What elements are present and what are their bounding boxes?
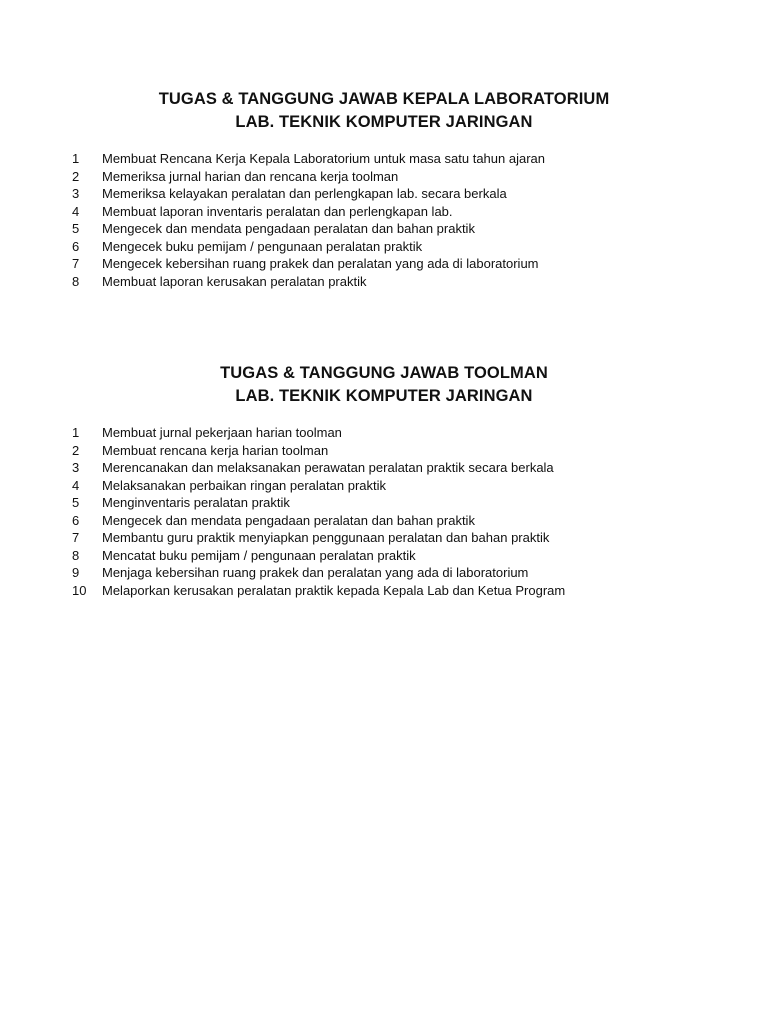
list-item [0,547,768,565]
item-text: Membuat laporan kerusakan peralatan praktik [102,273,367,289]
list-item [0,582,768,600]
item-number: 10 [72,582,87,598]
item-text: Mengecek dan mendata pengadaan peralatan dan bahan praktik [102,221,475,236]
list-item [0,150,768,168]
item-text: Membuat jurnal pekerjaan harian toolman [102,425,342,440]
item-text: Menjaga kebersihan ruang prakek dan peralatan yang ada di laboratorium [102,565,529,580]
list-item [0,564,768,582]
item-number: 7 [72,256,80,271]
list-item [0,529,768,547]
item-text: Membuat laporan inventaris peralatan dan perlengkapan lab. [102,203,453,219]
item-number: 9 [72,565,80,580]
item-number: 3 [72,186,80,201]
list-item [0,203,768,221]
item-number: 6 [72,512,80,528]
item-number: 4 [72,203,80,219]
list-item [0,255,768,273]
item-text: Mengecek dan mendata pengadaan peralatan dan bahan praktik [102,512,475,528]
list-item [0,273,768,291]
item-number: 3 [72,460,80,475]
item-text: Mencatat buku pemijam / pengunaan peralatan praktik [102,547,416,563]
item-text: Membantu guru praktik menyiapkan penggunaan peralatan dan bahan praktik [102,530,550,545]
item-text: Memeriksa kelayakan peralatan dan perlengkapan lab. secara berkala [102,186,507,201]
list-item [0,424,768,442]
item-number: 8 [72,273,80,289]
list-item [0,238,768,256]
list-item [0,512,768,530]
item-text: Membuat rencana kerja harian toolman [102,442,329,458]
item-number: 1 [72,151,80,166]
duty-list [0,424,768,599]
item-text: Menginventaris peralatan praktik [102,495,290,510]
list-item [0,494,768,512]
item-text: Memeriksa jurnal harian dan rencana kerja toolman [102,168,399,184]
item-text: Melaksanakan perbaikan ringan peralatan praktik [102,477,387,493]
list-item [0,442,768,460]
duty-list [0,150,768,290]
item-number: 5 [72,221,80,236]
list-item [0,220,768,238]
item-text: Membuat Rencana Kerja Kepala Laboratorium untuk masa satu tahun ajaran [102,151,545,166]
toolman-section [0,362,768,599]
item-number: 2 [72,168,80,184]
section-title-line2: LAB. TEKNIK KOMPUTER JARINGAN [235,387,533,405]
list-item [0,168,768,186]
item-text: Melaporkan kerusakan peralatan praktik kepada Kepala Lab dan Ketua Program [102,582,566,598]
item-number: 2 [72,442,80,458]
item-text: Mengecek kebersihan ruang prakek dan peralatan yang ada di laboratorium [102,256,539,271]
section-title-line2: LAB. TEKNIK KOMPUTER JARINGAN [235,113,533,131]
section-title-line1: TUGAS & TANGGUNG JAWAB TOOLMAN [220,364,548,382]
item-number: 1 [72,425,80,440]
item-number: 7 [72,530,80,545]
item-number: 4 [72,477,80,493]
item-number: 6 [72,238,80,254]
list-item [0,477,768,495]
list-item [0,459,768,477]
item-number: 8 [72,547,80,563]
list-item [0,185,768,203]
kepala-lab-section [0,88,768,290]
item-text: Merencanakan dan melaksanakan perawatan peralatan praktik secara berkala [102,460,554,475]
item-text: Mengecek buku pemijam / pengunaan peralatan praktik [102,238,423,254]
item-number: 5 [72,495,80,510]
section-title-line1: TUGAS & TANGGUNG JAWAB KEPALA LABORATORIUM [158,90,610,108]
